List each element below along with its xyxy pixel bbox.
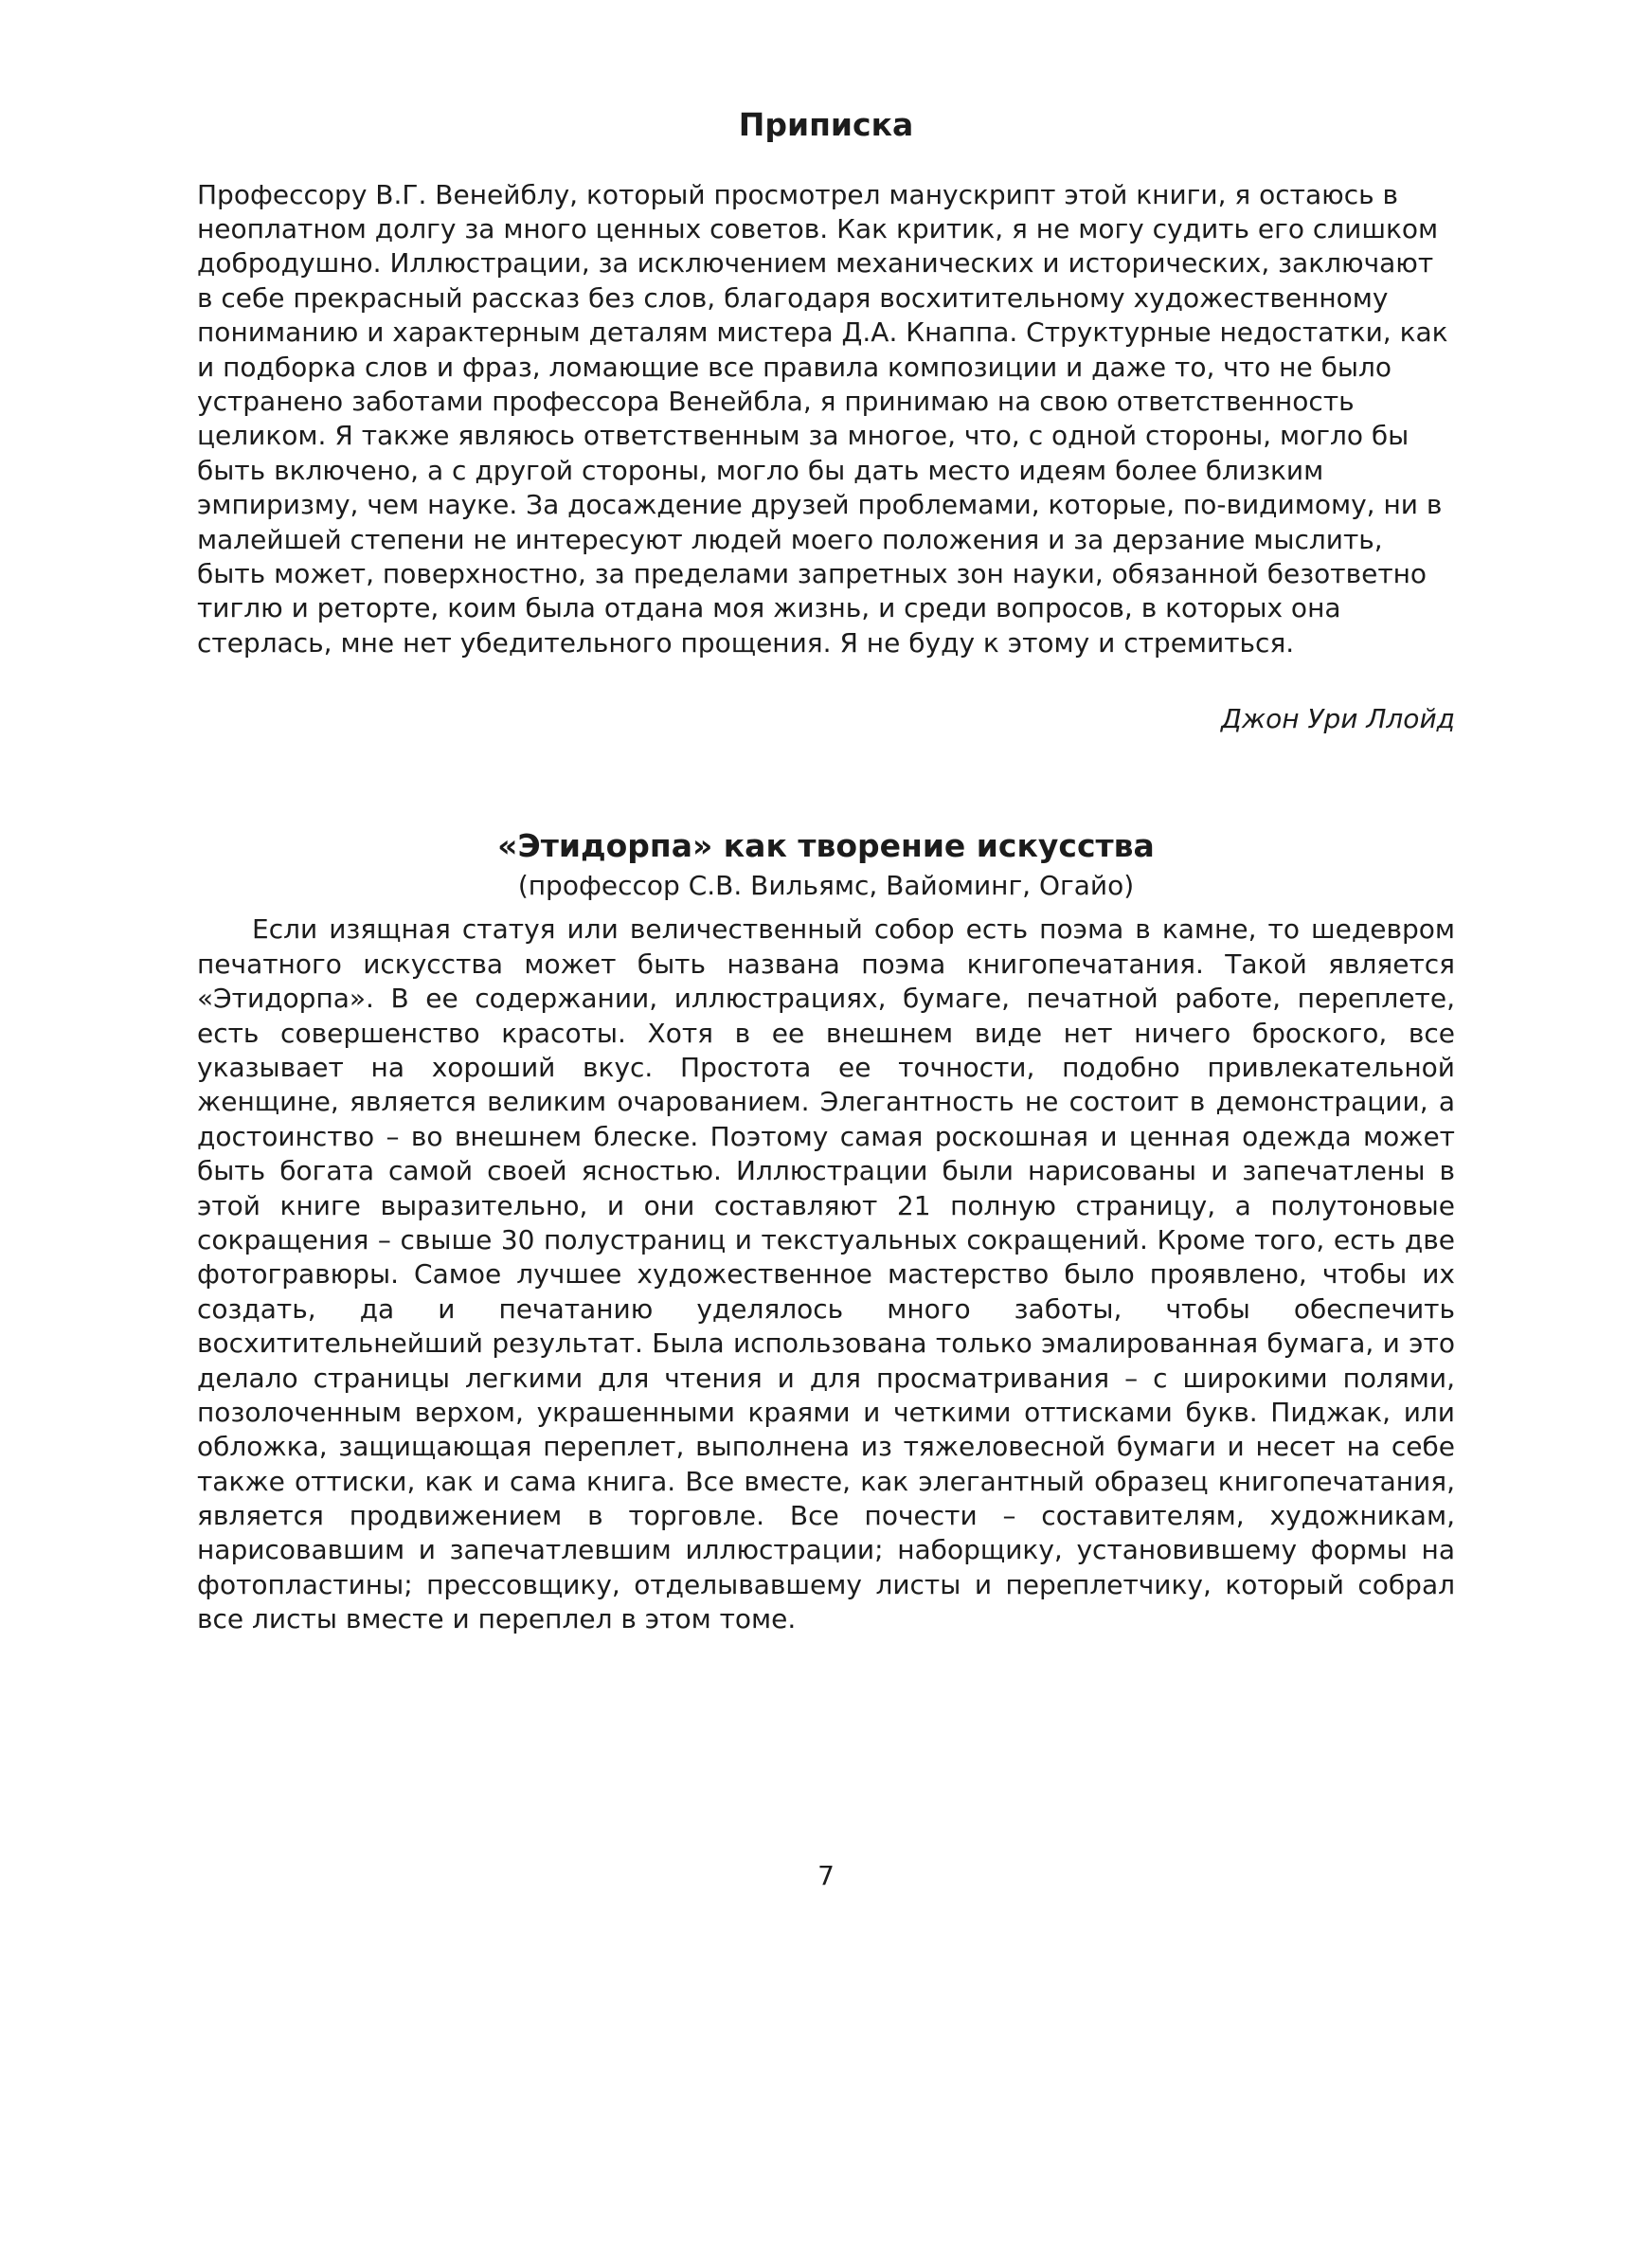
essay-subtitle: (профессор С.В. Вильямс, Вайоминг, Огайо) — [517, 870, 1135, 902]
essay-body-text: Если изящная статуя или величественный собор есть поэма в камне, то шедевром печатного искусства может быть названа поэма книгопечатания. Такой является «Этидорпа». В ее содержании, иллюстрациях, бумаге, печатной работе, переплете, есть совершенство красоты. Хотя в ее внешнем виде нет ничего броского, все указывает на хороший вкус. Простота ее точности, подобно привлекательной женщине, является великим очарованием. Элегантность не состоит в демонстрации, а достоинство – во внешнем блеске. Поэтому самая роскошная и ценная одежда может быть богата самой своей ясностью. Иллюстрации были нарисованы и запечатлены в этой книге выразительно, и они составляют 21 полную страницу, а полутоновые сокращения – свыше 30 полустраниц и текстуальных сокращений. Кроме того, есть две фотогравюры. Самое лучшее художественное мастерство было проявлено, чтобы их создать, да и печатанию уделялось много заботы, чтобы обеспечить восхитительнейший результат. Была использована только эмалированная бумага, и это делало страницы легкими для чтения и для просматривания – с широкими полями, позолоченным верхом, украшенными краями и четкими оттисками букв. Пиджак, или обложка, защищающая переплет, выполнена из тяжеловесной бумаги и несет на себе также оттиски, как и сама книга. Все вместе, как элегантный образец книгопечатания, является продвижением в торговле. Все почести – составителям, художникам, нарисовавшим и запечатлевшим иллюстрации; наборщику, установившему формы на фотопластины; прессовщику, отделывавшему листы и переплетчику, который собрал все листы вместе и переплел в этом томе. — [197, 913, 1455, 1635]
postscript-title: Приписка — [738, 106, 914, 143]
essay-title: «Этидорпа» как творение искусства — [497, 827, 1155, 865]
postscript-signature: Джон Ури Ллойд — [1220, 703, 1455, 735]
page-number: 7 — [817, 1860, 835, 1891]
postscript-body-text: Профессору В.Г. Венейблу, который просмотрел манускрипт этой книги, я остаюсь в неоплатном долгу за много ценных советов. Как критик, я не могу судить его слишком добродушно. Иллюстрации, за исключением механических и исторических, заключают в себе прекрасный рассказ без слов, благодаря восхитительному художественному пониманию и характерным деталям мистера Д.А. Кнаппа. Структурные недостатки, как и подборка слов и фраз, ломающие все правила композиции и даже то, что не было устранено заботами профессора Венейбла, я принимаю на свою ответственность целиком. Я также являюсь ответственным за многое, что, с одной стороны, могло бы быть включено, а с другой стороны, могло бы дать место идеям более близким эмпиризму, чем науке. За досаждение друзей проблемами, которые, по-видимому, ни в малейшей степени не интересуют людей моего положения и за дерзание мыслить, быть может, поверхностно, за пределами запретных зон науки, обязанной безответно тиглю и реторте, коим была отдана моя жизнь, и среди вопросов, в которых она стерлась, мне нет убедительного прощения. Я не буду к этому и стремиться. — [197, 178, 1448, 659]
